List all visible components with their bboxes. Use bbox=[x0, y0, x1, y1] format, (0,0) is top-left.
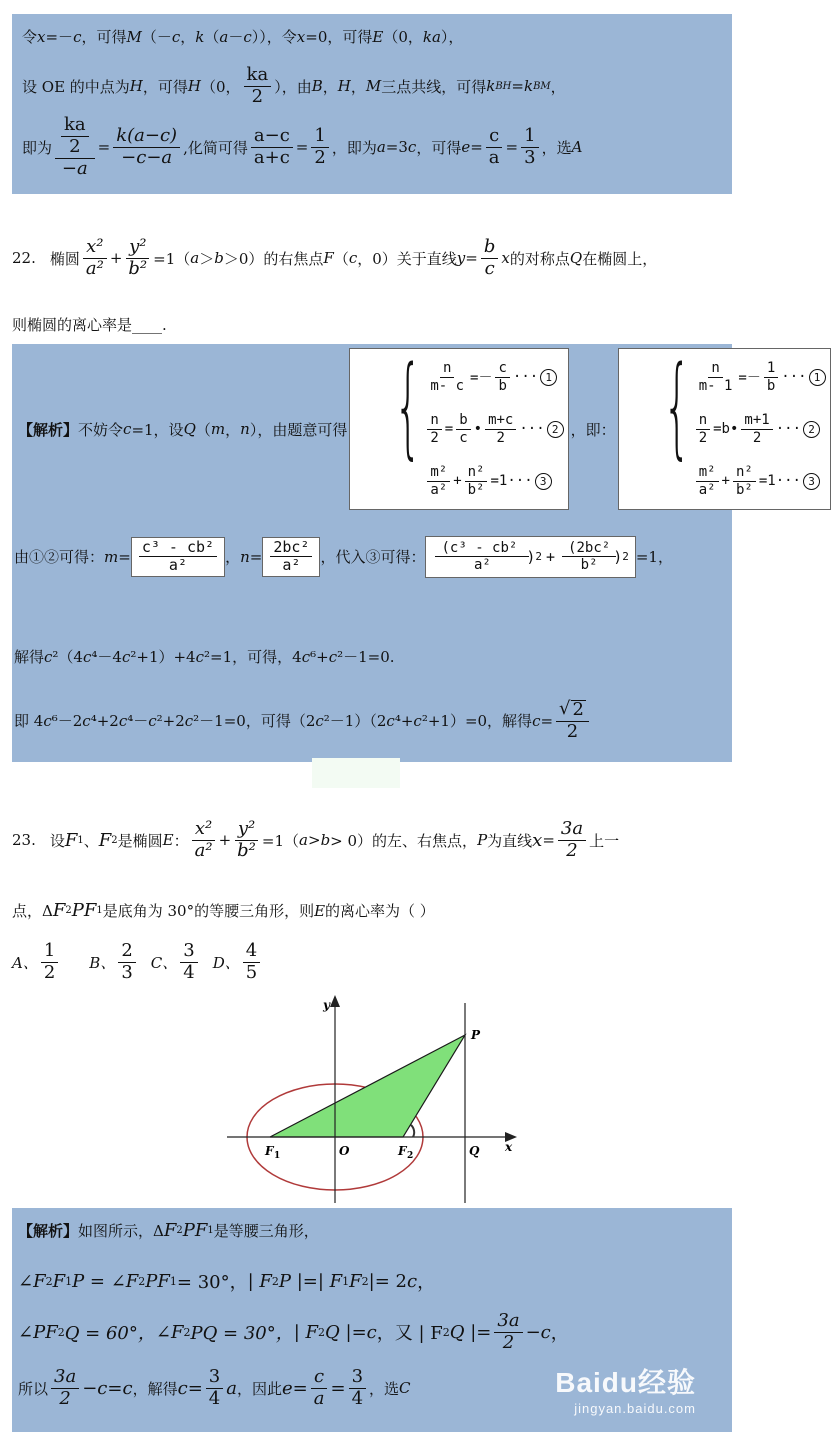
text: 令 bbox=[22, 28, 38, 46]
fraction: $\frac{a-c}{a+c}$ bbox=[251, 127, 293, 168]
label-Q: Q bbox=[469, 1144, 480, 1158]
text: = bbox=[505, 138, 519, 157]
label-F2-sub: 2 bbox=[407, 1151, 414, 1161]
text: 三点共线，可得 bbox=[381, 77, 487, 96]
s2-line-4: 即 4 c ⁶－2 c ⁴+2 c ⁴－ c ²+2 c ²－1=0，可得（2 c ²－1）（2 c ⁴+ c ²+1）=0，解得 c = √ 2 2 bbox=[14, 700, 592, 742]
q23-options bbox=[12, 942, 263, 983]
var: c bbox=[73, 27, 82, 46]
text: ，代入③可得： bbox=[320, 548, 426, 567]
question-number: 23. bbox=[12, 831, 36, 850]
text: = bbox=[511, 77, 524, 96]
text: 则椭圆的离心率是____. bbox=[12, 316, 167, 334]
system-b-eq-2: $\frac{n}{2}$ =b • $\frac{m+1}{2}$ ··· 2 bbox=[693, 403, 826, 455]
q23-line-2: 点，Δ F 2 P F 1 是底角为 30°的等腰三角形，则 E 的离心率为（ ） bbox=[12, 900, 435, 921]
s3-line-3: ∠PF 2 Q = 60°， ∠F 2 PQ = 30°， | F 2 Q |= c ，又 | F 2 Q |= $\frac{3a}{2}$ − c ， bbox=[18, 1310, 569, 1353]
y-arrow bbox=[330, 995, 340, 1007]
text: = bbox=[470, 138, 483, 157]
fraction: $\frac{3a}{2}$ bbox=[51, 1368, 79, 1409]
var: x bbox=[501, 249, 510, 268]
text: ，即为 bbox=[331, 138, 377, 157]
subscript: BM bbox=[533, 80, 551, 92]
text: =－ bbox=[45, 28, 74, 46]
q22-line-1 bbox=[12, 238, 657, 279]
text: （0， bbox=[383, 28, 423, 46]
text: ＞ bbox=[199, 249, 215, 268]
option-a: A、 $\frac{1}{2}$ bbox=[12, 942, 61, 983]
text: ）），令 bbox=[251, 28, 297, 46]
var: k bbox=[523, 77, 534, 96]
text: = bbox=[97, 138, 111, 157]
triangle-f2pf1 bbox=[270, 1035, 465, 1137]
circle-number: 3 bbox=[803, 473, 820, 490]
solution-panel-3 bbox=[12, 1208, 732, 1432]
text: 的对称点 bbox=[509, 249, 570, 268]
fraction: $\frac{3}{4}$ bbox=[349, 1368, 366, 1409]
option-d: D、 $\frac{4}{5}$ bbox=[213, 942, 263, 983]
q22-line-2 bbox=[12, 314, 167, 335]
sqrt-fraction: √ 2 2 bbox=[556, 700, 589, 742]
s1-line-1 bbox=[22, 26, 463, 47]
baidu-watermark bbox=[555, 1361, 696, 1416]
var: H bbox=[337, 77, 351, 96]
text: ＞0）的右焦点 bbox=[223, 249, 324, 268]
text: =1， bbox=[635, 548, 673, 567]
system-a-eq-3: $\frac{\text{m²}}{\text{a²}}$ + $\frac{\text{n²}}{\text{b²}}$ =1··· 3 bbox=[424, 455, 563, 507]
fraction: $\frac{\text{x²}}{\text{a²}}$ bbox=[83, 238, 107, 279]
n-expression: $\frac{\text{2bc²}}{\text{a²}}$ bbox=[262, 537, 320, 578]
text: + bbox=[109, 249, 123, 268]
subscript: BH bbox=[495, 80, 512, 92]
label-F2: F bbox=[398, 1144, 407, 1158]
var: c bbox=[407, 138, 417, 157]
text: ，可得 bbox=[81, 28, 127, 46]
s1-line-3 bbox=[22, 116, 582, 179]
var: a bbox=[219, 27, 229, 46]
watermark-brand: Baidu经验 bbox=[555, 1367, 696, 1398]
text: =1，设 bbox=[131, 420, 184, 439]
fraction: $\frac{1}{2}$ bbox=[311, 127, 328, 168]
var: e bbox=[461, 138, 471, 157]
var: n bbox=[240, 420, 250, 438]
var: m bbox=[104, 547, 119, 566]
var: k bbox=[486, 77, 496, 96]
text: ，0）关于直线 bbox=[357, 249, 457, 268]
system-b-eq-3: $\frac{\text{m²}}{\text{a²}}$ + $\frac{\text{n²}}{\text{b²}}$ =1··· 3 bbox=[693, 455, 826, 507]
option-b: B、 $\frac{2}{3}$ bbox=[89, 942, 138, 983]
fraction: $\frac{c}{a}$ bbox=[311, 1368, 328, 1409]
var: c bbox=[243, 27, 252, 46]
text: ， bbox=[350, 77, 366, 96]
var: x bbox=[296, 27, 306, 46]
text: ），由题意可得 bbox=[249, 420, 348, 439]
watermark-url: jingyan.baidu.com bbox=[574, 1401, 696, 1416]
fraction: $\frac{\text{y²}}{\text{b²}}$ bbox=[234, 820, 259, 861]
question-number: 22. bbox=[12, 249, 36, 268]
angle-mark bbox=[411, 1125, 414, 1137]
fraction: $\frac{k(a-c)}{-c-a}$ bbox=[113, 127, 180, 168]
text: ， bbox=[225, 548, 241, 567]
label-O: O bbox=[339, 1144, 350, 1158]
var: Q bbox=[183, 420, 196, 438]
var: Q bbox=[569, 249, 583, 268]
var: n bbox=[240, 547, 250, 566]
fraction: $\frac{3a}{2}$ bbox=[558, 820, 586, 861]
label-P: P bbox=[471, 1028, 481, 1042]
var: E bbox=[372, 27, 384, 46]
circle-number: 1 bbox=[540, 369, 557, 386]
var: M bbox=[365, 77, 382, 96]
s3-line-2: ∠F 2 F 1 P = ∠F 2 PF 1 = 30°， | F 2 P |=| F 1 F 2 |= 2 c ， bbox=[18, 1270, 436, 1293]
fraction: $\frac{3a}{2}$ bbox=[494, 1312, 522, 1353]
s3-line-4: 所以 $\frac{3a}{2}$ − c = c ，解得 c = $\frac{3}{4}$ a ，因此 e = $\frac{c}{a}$ = $\frac{3}{4}$ ，选 C bbox=[18, 1366, 411, 1409]
var: F bbox=[323, 249, 334, 268]
text: 不妨令 bbox=[78, 420, 124, 439]
text: = bbox=[295, 138, 309, 157]
var: x bbox=[37, 27, 46, 46]
analysis-label: 【解析】 bbox=[18, 1222, 79, 1240]
fraction: $\frac{\text{y²}}{\text{b²}}$ bbox=[125, 238, 150, 279]
m-expression: $\frac{\text{c³ - cb²}}{\text{a²}}$ bbox=[131, 537, 225, 578]
label-y: y bbox=[323, 998, 330, 1012]
s1-line-2 bbox=[22, 66, 566, 107]
var: c bbox=[171, 27, 181, 46]
text: 即为 bbox=[22, 138, 53, 157]
var: H bbox=[187, 77, 201, 96]
s2-line-1 bbox=[18, 342, 833, 510]
var: c bbox=[348, 249, 358, 268]
text: ,化简可得 bbox=[183, 138, 248, 157]
brace: { bbox=[662, 342, 691, 470]
text: = bbox=[465, 249, 478, 268]
answer-letter: C bbox=[399, 1379, 411, 1398]
text: 由①②可得： bbox=[14, 548, 105, 567]
text: （ bbox=[204, 28, 220, 46]
text: － bbox=[228, 28, 244, 46]
var: y bbox=[456, 249, 466, 268]
var: H bbox=[129, 77, 143, 96]
circle-number: 2 bbox=[803, 421, 820, 438]
label-F1: F bbox=[265, 1144, 274, 1158]
text: （ bbox=[333, 249, 349, 268]
text: ， bbox=[322, 77, 338, 96]
analysis-label: 【解析】 bbox=[18, 420, 79, 439]
var: a bbox=[376, 138, 386, 157]
blank-patch bbox=[312, 758, 400, 788]
text: =0，可得 bbox=[305, 28, 373, 46]
ellipse-triangle-figure bbox=[225, 995, 525, 1205]
system-b-eq-1: $\frac{n}{m- 1}$ =－ $\frac{1}{b}$ ··· 1 bbox=[693, 351, 826, 403]
text: ，可得 bbox=[142, 77, 188, 96]
fraction: $\frac{3}{4}$ bbox=[206, 1368, 223, 1409]
fraction: $\frac{1}{3}$ bbox=[521, 127, 538, 168]
s3-line-1: 【解析】 如图所示，Δ F 2 P F 1 是等腰三角形， bbox=[18, 1220, 319, 1241]
solution-panel-2 bbox=[12, 342, 821, 762]
compound-fraction: $\frac{\frac{ka}{2}}{-a}$ bbox=[55, 116, 95, 179]
q23-line-1: 23. 设 F 1 、 F 2 是椭圆 E ： $\frac{\text{x²}}{\text{a²}}$ + $\frac{\text{y²}}{\text{b²}}$ =1（ a > b > 0）的左、右焦点， P 为直线 x = $\frac{3a}{2}$ 上一 bbox=[12, 818, 620, 861]
text: = bbox=[249, 547, 263, 566]
fraction: $\frac{b}{c}$ bbox=[481, 238, 499, 279]
text: ，选 bbox=[541, 138, 572, 157]
text: ， bbox=[180, 28, 196, 46]
text: =1（ bbox=[153, 249, 191, 268]
var: M bbox=[126, 27, 142, 46]
text: ），由 bbox=[274, 77, 312, 96]
var: m bbox=[210, 420, 226, 438]
circle-number: 1 bbox=[809, 369, 826, 386]
text: （0， bbox=[201, 77, 241, 96]
text: 在椭圆上， bbox=[582, 249, 658, 268]
circle-number: 2 bbox=[547, 421, 564, 438]
text: ， bbox=[550, 77, 566, 96]
var: a bbox=[190, 249, 200, 268]
fraction: $\frac{ka}{2}$ bbox=[244, 66, 272, 107]
fraction: $\frac{\text{x²}}{\text{a²}}$ bbox=[192, 820, 216, 861]
text: =3 bbox=[385, 138, 408, 157]
s2-line-2 bbox=[14, 536, 673, 578]
var: ka bbox=[422, 27, 441, 46]
option-c: C、 $\frac{3}{4}$ bbox=[151, 942, 201, 983]
circle-number: 3 bbox=[535, 473, 552, 490]
label-x: x bbox=[505, 1140, 513, 1154]
fraction: $\frac{c}{a}$ bbox=[486, 127, 503, 168]
text: （－ bbox=[141, 28, 172, 46]
text: ，即： bbox=[570, 420, 616, 439]
solution-panel-1 bbox=[12, 14, 732, 194]
label-F1-sub: 1 bbox=[274, 1151, 281, 1161]
text: 设 OE 的中点为 bbox=[22, 77, 130, 96]
text: 椭圆 bbox=[49, 249, 80, 268]
var: B bbox=[311, 77, 323, 96]
text: （ bbox=[195, 420, 211, 439]
equation-system-a bbox=[349, 342, 568, 510]
system-a-eq-2: $\frac{n}{2}$ = $\frac{b}{c}$ • $\frac{m+c}{2}$ ··· 2 bbox=[424, 403, 563, 455]
var: k bbox=[195, 27, 205, 46]
var: b bbox=[214, 249, 224, 268]
equation-system-b bbox=[618, 342, 831, 510]
text: ，可得 bbox=[416, 138, 462, 157]
text: ， bbox=[225, 420, 241, 439]
var: c bbox=[123, 420, 132, 438]
system-a-eq-1: $\frac{n}{m- c}$ =－ $\frac{c}{b}$ ··· 1 bbox=[424, 351, 563, 403]
substituted-equation: $\frac{\text{(c³ - cb²}}{\text{a²}}$ ) 2 + $\frac{\text{(2bc²}}{\text{b²}}$ ) 2 bbox=[425, 536, 635, 578]
answer-letter: A bbox=[571, 138, 583, 157]
text: = bbox=[118, 547, 131, 566]
s2-line-3: 解得 c ²（4 c ⁴－4 c ²+1）+4 c ²=1，可得，4 c ⁶+ c ²－1=0. bbox=[14, 647, 395, 666]
brace: { bbox=[394, 342, 423, 470]
text: ）， bbox=[440, 28, 464, 46]
